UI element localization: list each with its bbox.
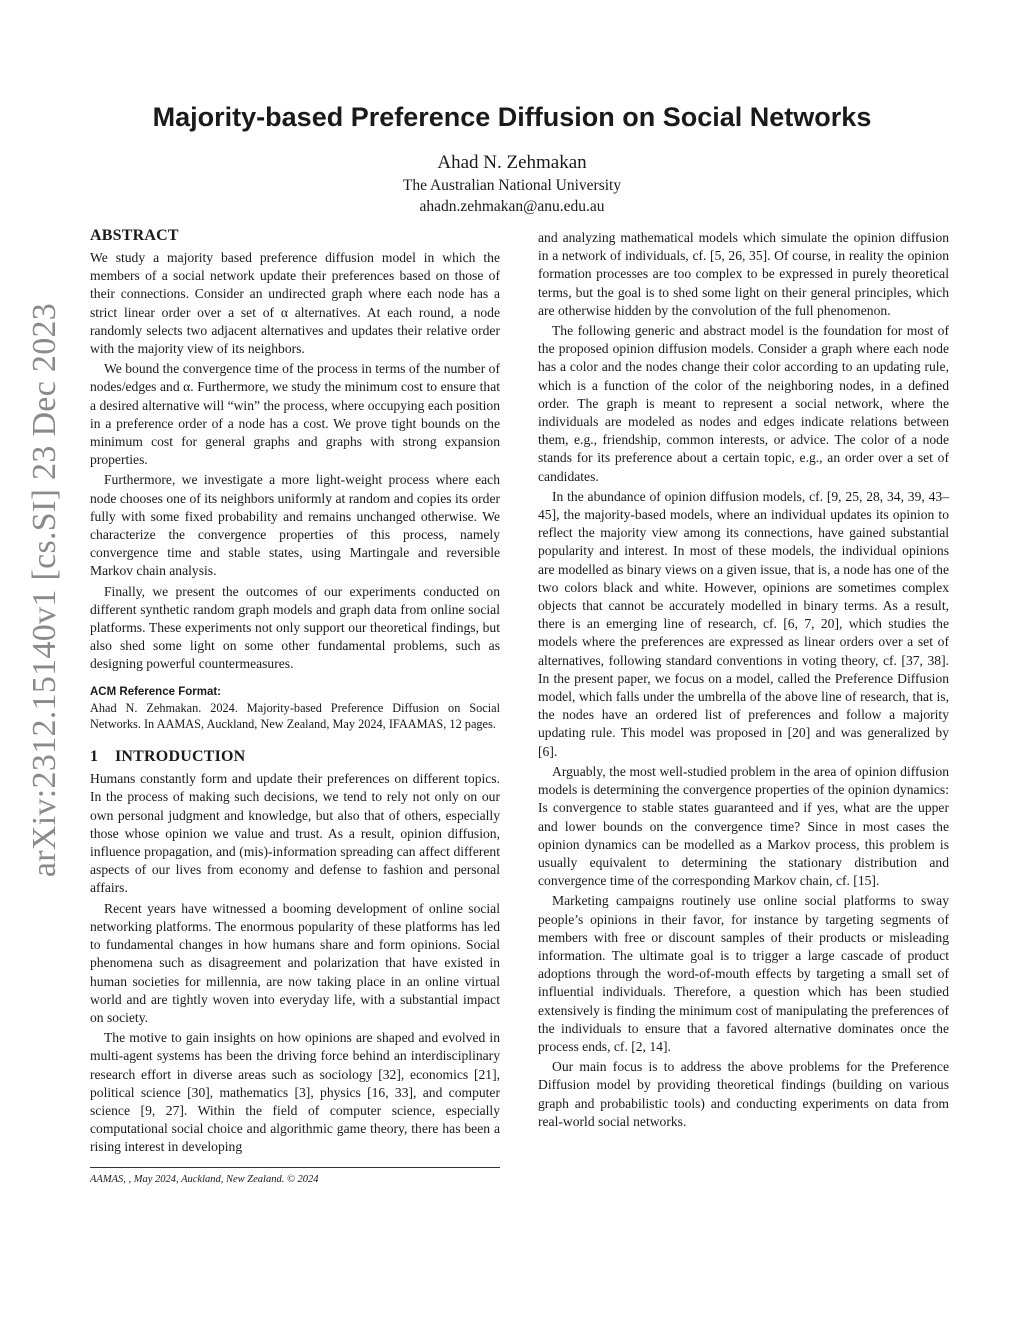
- intro-paragraph: Arguably, the most well-studied problem in the area of opinion diffusion models is determining the convergence properties of the opinion dynamics: Is convergence to stable states guaranteed and if yes, what are the upper and lower bounds on the convergence time? Since in most cases the opinion dynamics can be modelled as a Markov process, this problem is usually equivalent to determining the stationary distribution and convergence time of the corresponding Markov chain, cf. [15].: [538, 763, 949, 889]
- acm-reference-text: Ahad N. Zehmakan. 2024. Majority-based Preference Diffusion on Social Networks. In AAMAS, Auckland, New Zealand, May 2024, IFAAMAS, 12 pages.: [90, 700, 500, 731]
- footnote-divider: [90, 1167, 500, 1168]
- left-column: [90, 226, 500, 1157]
- intro-paragraph: In the abundance of opinion diffusion models, cf. [9, 25, 28, 34, 39, 43–45], the majority-based models, where an individual updates its opinion to reflect the majority view among its connections, have gained substantial popularity and interest. In most of these models, the individual opinions are modelled as binary views on a given issue, that is, a node has one of the two colors black and white. However, opinions are sometimes complex objects that cannot be accurately modelled in binary terms. As a result, there is an emerging line of research, cf. [6, 7, 20], which studies the models where the preferences are expressed as linear orders over a set of alternatives, following standard conventions in voting theory, cf. [37, 38]. In the present paper, we focus on a model, called the Preference Diffusion model, which falls under the umbrella of the above line of research, that is, the nodes have an ordered list of preferences and follow a majority updating rule. This model was proposed in [20] and was generalized by [6].: [538, 488, 949, 759]
- author-email: ahadn.zehmakan@anu.edu.au: [419, 198, 605, 215]
- venue-footnote: AAMAS, , May 2024, Auckland, New Zealand. © 2024: [90, 1174, 319, 1185]
- intro-paragraph: Humans constantly form and update their preferences on different topics. In the process of making such decisions, we tend to rely not only on our own personal judgment and knowledge, but also that of others, especially those whose opinion we value and trust. As a result, opinion diffusion, influence propagation, and (mis)-information spreading can affect different aspects of our lives from economy and defense to fashion and personal affairs.: [90, 771, 500, 896]
- abstract-paragraph: Furthermore, we investigate a more light-weight process where each node chooses one of its neighbors uniformly at random and copies its order fully with some fixed probability and remains unchanged otherwise. We characterize the convergence properties of this process, namely convergence time and stable states, using Martingale and reversible Markov chain analysis.: [90, 472, 500, 579]
- abstract-paragraph: We bound the convergence time of the process in terms of the number of nodes/edges and α. Furthermore, we study the minimum cost to ensure that a desired alternative will “win” the process, where occupying each position in a preference order of a node has a cost. We prove tight bounds on the minimum cost for general graphs and graphs with strong expansion properties.: [90, 361, 500, 468]
- section-number: 1: [90, 748, 99, 766]
- arxiv-identifier-text: arXiv:2312.15140v1 [cs.SI] 23 Dec 2023: [26, 302, 63, 878]
- right-column: [538, 229, 949, 1131]
- author-name: Ahad N. Zehmakan: [437, 152, 587, 173]
- author-block: [0, 151, 1024, 217]
- section-title: INTRODUCTION: [115, 748, 246, 766]
- abstract-paragraph: Finally, we present the outcomes of our experiments conducted on different synthetic random graph models and graph data from online social platforms. These experiments not only support our theoretical findings, but also shed some light on some other fundamental problems, such as designing powerful countermeasures.: [90, 583, 500, 672]
- intro-paragraph: and analyzing mathematical models which simulate the opinion diffusion in a network of individuals, cf. [5, 26, 35]. Of course, in reality the opinion formation processes are too complex to be expressed in purely theoretical terms, but the goal is to shed some light on their general principles, which are otherwise hidden by the convolution of the full phenomenon.: [538, 230, 949, 318]
- intro-paragraph: Recent years have witnessed a booming development of online social networking platforms. The enormous popularity of these platforms has led to fundamental changes in how humans share and form opinions. Social phenomena such as disagreement and polarization that have existed in human societies for millennia, are now taking place in an online virtual world and are tightly woven into everyday life, with a substantial impact on society.: [90, 900, 500, 1025]
- intro-paragraph: The following generic and abstract model is the foundation for most of the proposed opinion diffusion models. Consider a graph where each node has a color and the nodes change their color according to an updating rule, which is a function of the color of the neighboring nodes, in a defined order. The graph is meant to represent a social network, where the individuals are modeled as nodes and edges indicate relations between them, e.g., friendship, common interests, or advice. The color of a node stands for its preference about a certain topic, e.g., an order over a set of candidates.: [538, 323, 949, 484]
- arxiv-identifier-stamp: [18, 230, 72, 950]
- intro-paragraph: The motive to gain insights on how opinions are shaped and evolved in multi-agent systems has been the driving force behind an interdisciplinary research effort in diverse areas such as sociology [32], economics [21], political science [30], mathematics [3], physics [16, 33], and computer science [9, 27]. Within the field of computer science, especially computational social choice and algorithmic game theory, there has been a rising interest in developing: [90, 1030, 500, 1155]
- abstract-heading: ABSTRACT: [90, 227, 179, 244]
- author-affiliation: The Australian National University: [402, 177, 622, 194]
- acm-reference-heading: ACM Reference Format:: [90, 685, 221, 698]
- intro-paragraph: Marketing campaigns routinely use online social platforms to sway people’s opinions in their favor, for instance by targeting segments of members with free or discount samples of their products or misleading information. The ultimate goal is to trigger a large cascade of product adoptions through the word-of-mouth effects by targeting a small set of influential individuals. Therefore, a question which has been studied extensively is finding the minimum cost of manipulating the preferences of the individuals to ensure that a favored alternative dominates once the process ends, cf. [2, 14].: [538, 893, 949, 1054]
- introduction-heading: [90, 747, 500, 767]
- paper-title: Majority-based Preference Diffusion on Social Networks: [152, 102, 872, 132]
- intro-paragraph: Our main focus is to address the above problems for the Preference Diffusion model by providing theoretical findings (building on various graph and probabilistic tools) and conducting experiments on data from real-world social networks.: [538, 1059, 949, 1129]
- abstract-paragraph: We study a majority based preference diffusion model in which the members of a social network update their preferences based on those of their connections. Consider an undirected graph where each node has a strict linear order over a set of α alternatives. At each round, a node randomly selects two adjacent alternatives and updates their relative order with the majority view of its neighbors.: [90, 250, 500, 357]
